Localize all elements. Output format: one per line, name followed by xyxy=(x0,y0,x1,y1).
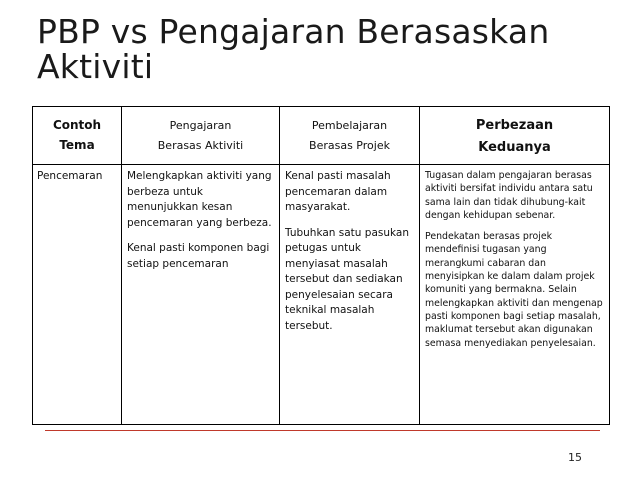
cell-paragraph: Kenal pasti masalah pencemaran dalam masyarakat. xyxy=(285,170,391,213)
header-label: Contoh xyxy=(52,118,102,132)
table-header-row xyxy=(33,107,610,165)
cell-paragraph: Pendekatan berasas projek mendefinisi tugasan yang merangkumi cabaran dan menyisipkan ke dalam dalam projek komuniti yang bermakna. Selain melengkapkan aktiviti dan mengenap pasti komponen bagi setiap masalah, maklumat tersebut akan digunakan semasa menyediakan penyelesaian. xyxy=(425,231,603,349)
header-label: Pengajaran xyxy=(169,119,232,132)
header-pengajaran xyxy=(122,107,280,165)
comparison-table xyxy=(32,106,610,425)
cell-paragraph: Kenal pasti komponen bagi setiap pencemaran xyxy=(127,242,270,270)
cell-tema xyxy=(33,165,122,425)
table-row xyxy=(33,165,610,425)
page-number: 15 xyxy=(568,451,582,464)
slide-title xyxy=(37,14,617,84)
footer-rule xyxy=(45,430,600,431)
cell-text: Pencemaran xyxy=(37,170,103,182)
cell-paragraph: Tugasan dalam pengajaran berasas aktiviti bersifat individu antara satu sama lain dan tidak dihubung-kait dengan kehidupan sebenar. xyxy=(425,170,593,221)
header-label: Pembelajaran xyxy=(311,119,388,132)
slide-title-line1: PBP vs Pengajaran Berasaskan xyxy=(37,12,550,51)
cell-paragraph: Melengkapkan aktiviti yang berbeza untuk menunjukkan kesan pencemaran yang berbeza. xyxy=(127,170,272,229)
header-label: Tema xyxy=(59,138,95,152)
header-label: Berasas Projek xyxy=(309,139,390,152)
header-pembelajaran xyxy=(280,107,420,165)
cell-perbezaan xyxy=(420,165,610,425)
header-contoh-tema xyxy=(33,107,122,165)
header-label: Perbezaan xyxy=(475,118,554,133)
header-label: Berasas Aktiviti xyxy=(157,139,244,152)
cell-pembelajaran xyxy=(280,165,420,425)
slide-title-line2: Aktiviti xyxy=(37,47,154,86)
cell-pengajaran xyxy=(122,165,280,425)
cell-paragraph: Tubuhkan satu pasukan petugas untuk menyiasat masalah tersebut dan sediakan penyelesaian secara teknikal masalah tersebut. xyxy=(285,226,409,332)
header-label: Keduanya xyxy=(478,140,551,155)
header-perbezaan xyxy=(420,107,610,165)
